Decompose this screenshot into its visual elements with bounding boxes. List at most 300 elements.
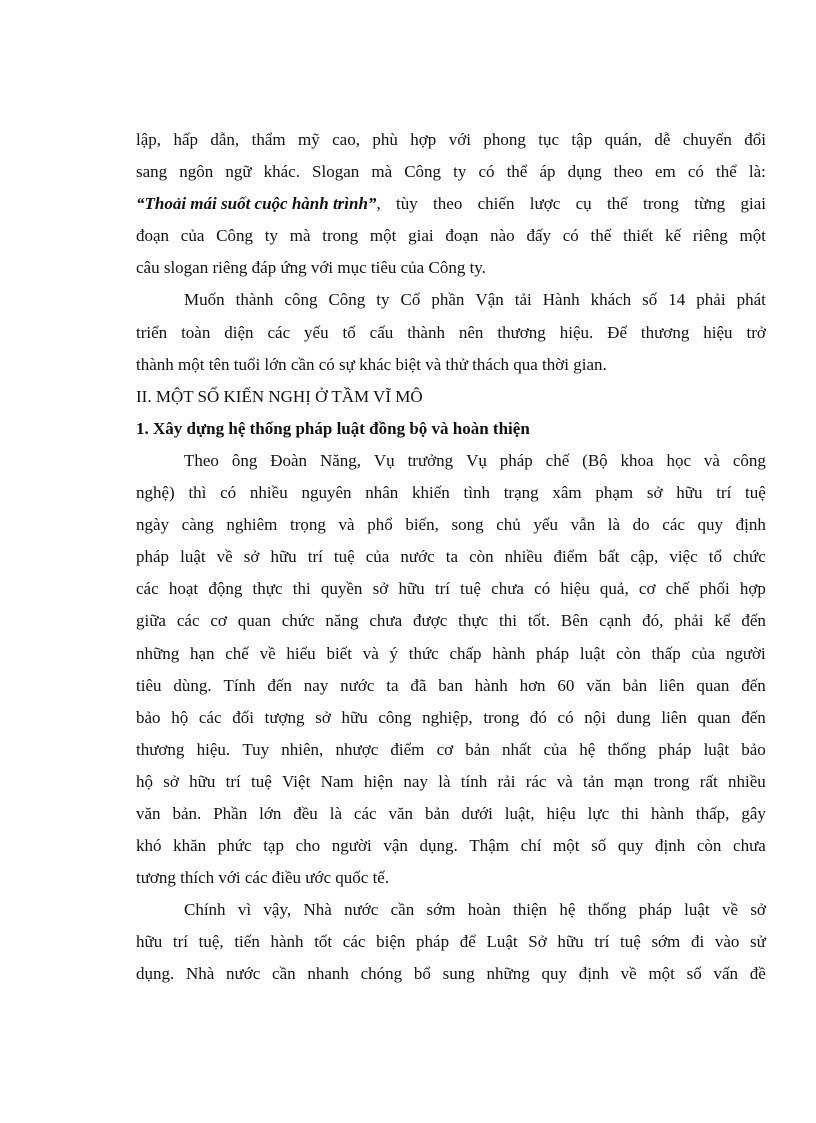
word: đề — [749, 964, 766, 984]
word: bảo — [136, 707, 161, 727]
word: tuệ, — [198, 932, 224, 952]
word: pháp — [499, 450, 533, 470]
text-line-slogan — [136, 188, 766, 220]
word: cụ — [575, 194, 592, 214]
word: em — [655, 162, 676, 182]
word: ngôn — [179, 162, 214, 182]
word: trưởng — [407, 450, 454, 470]
word: theo — [433, 194, 463, 214]
word: liên — [661, 707, 687, 727]
word: có — [220, 483, 237, 503]
word: vào — [714, 932, 740, 952]
word: một — [553, 836, 580, 856]
word: đến — [267, 675, 292, 695]
word: nên — [458, 322, 484, 342]
word: sở — [646, 483, 663, 503]
word: thành — [407, 322, 445, 342]
word: rác — [525, 771, 547, 791]
word: tùy — [396, 194, 418, 214]
word: phần — [431, 290, 465, 310]
word: đi — [690, 932, 705, 952]
word: quán, — [604, 130, 642, 149]
word: công — [284, 290, 318, 310]
word: lập, — [136, 130, 162, 149]
word: vậy, — [263, 900, 292, 920]
word: 60 — [557, 675, 575, 695]
word: thể — [590, 226, 612, 246]
word: dưới — [461, 803, 493, 823]
word: giai — [740, 194, 766, 214]
word: có — [687, 162, 704, 182]
word: Theo — [184, 450, 219, 470]
word: thiện — [513, 900, 548, 920]
word: Vụ — [373, 450, 395, 470]
word: tuệ — [460, 579, 481, 599]
word: tốt. — [527, 611, 551, 631]
word: thẩm — [251, 130, 286, 149]
word: đoạn — [136, 226, 170, 246]
text-line: câu slogan riêng đáp ứng với mục tiêu của Công ty. — [136, 258, 486, 278]
word: cao, — [332, 130, 360, 149]
word: ty — [453, 162, 467, 182]
word: nước — [340, 675, 375, 695]
word: Slogan — [312, 162, 360, 182]
word: đổi — [744, 130, 766, 149]
word: rải — [497, 771, 516, 791]
word: quan — [696, 675, 730, 695]
word: hiệu. — [196, 739, 231, 759]
word: Đoàn — [270, 450, 308, 470]
word: nghệ) — [136, 483, 175, 503]
word: các — [176, 611, 200, 631]
word: hữu — [341, 707, 368, 727]
word: hộ — [171, 707, 189, 727]
word: hiệu — [560, 579, 590, 599]
word: chức — [281, 611, 315, 631]
word: sớm — [426, 900, 456, 920]
word: ta — [386, 675, 399, 695]
text-line — [136, 541, 766, 573]
word: sở — [163, 771, 179, 791]
word: có — [562, 226, 579, 246]
body-text — [136, 124, 766, 991]
word: hành — [650, 803, 684, 823]
word: chưa — [491, 579, 524, 599]
word: thấp, — [695, 803, 730, 823]
word: trí — [225, 771, 241, 791]
word: sở — [372, 579, 389, 599]
word: hợp — [739, 579, 766, 599]
word: tiến — [234, 932, 260, 952]
word: quy — [541, 964, 567, 984]
word: , — [376, 194, 381, 214]
word: mạn — [614, 771, 644, 791]
word: về — [259, 643, 276, 663]
word: sở — [243, 547, 260, 567]
word: Việt — [282, 771, 311, 791]
word: với — [448, 130, 471, 149]
word: còn — [469, 547, 494, 567]
word: tạp — [263, 836, 284, 856]
word: các — [267, 322, 291, 342]
word: nhược — [335, 739, 379, 759]
word: thể — [606, 194, 628, 214]
word: cho — [295, 836, 321, 856]
word: thiết — [623, 226, 654, 246]
word: phù — [372, 130, 398, 149]
word: nhân — [365, 483, 399, 503]
word: trí — [307, 547, 323, 567]
text-line: thành một tên tuổi lớn cần có sự khác biệt và thử thách qua thời gian. — [136, 354, 607, 374]
word: bảo — [741, 739, 766, 759]
word: hoạt — [168, 579, 199, 599]
word: nước — [226, 964, 261, 984]
word: yếu — [304, 322, 329, 342]
word: Chính — [184, 900, 226, 920]
word: chấp — [449, 643, 482, 663]
word: chưa — [733, 836, 766, 856]
word: vì — [237, 900, 252, 920]
word: định — [655, 836, 686, 856]
text-line — [136, 926, 766, 958]
word: dẫn, — [210, 130, 240, 149]
word: xâm — [552, 483, 582, 503]
word: vận — [383, 836, 408, 856]
slogan-text: “Thoải mái suốt cuộc hành trình” — [136, 194, 377, 214]
word: dùng. — [173, 675, 212, 695]
word: phức — [217, 836, 252, 856]
word: đoạn — [445, 226, 479, 246]
word: giai — [408, 226, 434, 246]
word: cần — [390, 900, 415, 920]
word: mà — [371, 162, 393, 182]
word: pháp — [416, 932, 450, 952]
word: áp — [539, 162, 556, 182]
word: quan — [697, 707, 731, 727]
word: để — [459, 932, 476, 952]
word: thành — [235, 290, 274, 310]
word: động — [208, 579, 243, 599]
word: chủ — [496, 515, 521, 535]
word: Tuy — [242, 739, 270, 759]
word: dụng — [567, 162, 602, 182]
word: phạm — [595, 483, 634, 503]
word: hấp — [173, 130, 198, 149]
word: có — [557, 707, 574, 727]
word: trong — [653, 771, 690, 791]
word: cơ — [210, 611, 227, 631]
word: điểm — [553, 547, 588, 567]
word: nhiều — [728, 771, 766, 791]
word: được — [413, 611, 448, 631]
word: những — [486, 964, 530, 984]
word: nhất — [502, 739, 532, 759]
word: liên — [659, 675, 685, 695]
slogan-rest-text — [376, 188, 766, 220]
word: văn — [136, 803, 161, 823]
word: trí — [716, 483, 732, 503]
word: dễ — [654, 130, 671, 149]
word: cơ — [436, 739, 454, 759]
word: hộ — [136, 771, 153, 791]
word: một — [369, 226, 397, 246]
word: nhiều — [249, 483, 288, 503]
word: hiệu. — [559, 322, 594, 342]
word: thương — [497, 322, 546, 342]
word: riêng — [692, 226, 728, 246]
word: phải — [696, 290, 726, 310]
word: nước — [400, 547, 435, 567]
text-line — [136, 958, 766, 990]
word: quyền — [320, 579, 363, 599]
word: bản — [622, 675, 648, 695]
word: luật, — [504, 803, 535, 823]
word: trọng — [290, 515, 326, 535]
word: đến — [741, 611, 766, 631]
word: biến, — [405, 515, 439, 535]
word: chưa — [369, 611, 403, 631]
word: về — [216, 547, 233, 567]
text-line: tương thích với các điều ước quốc tế. — [136, 868, 390, 888]
word: văn — [388, 803, 414, 823]
word: thống — [587, 900, 627, 920]
word: rất — [699, 771, 718, 791]
word: các — [342, 932, 366, 952]
text-line — [136, 894, 766, 926]
word: thực — [252, 579, 283, 599]
word: tình — [463, 483, 490, 503]
word: tản — [583, 771, 604, 791]
word: tuệ — [333, 547, 355, 567]
word: thống — [607, 739, 647, 759]
word: hơn — [519, 675, 546, 695]
word: nhanh — [307, 964, 349, 984]
word: dung — [616, 707, 651, 727]
word: chế — [665, 579, 690, 599]
section-heading: II. MỘT SỐ KIẾN NGHỊ Ở TẦM VĨ MÔ — [136, 386, 423, 406]
word: là — [438, 771, 451, 791]
word: Bên — [560, 611, 589, 631]
word: còn — [616, 643, 641, 663]
word: trong — [483, 707, 520, 727]
word: hữu — [676, 483, 703, 503]
word: biện — [376, 932, 406, 952]
word: thực — [458, 611, 489, 631]
word: hành — [270, 932, 304, 952]
word: phải — [674, 611, 704, 631]
word: trong — [322, 226, 359, 246]
word: nhiên, — [281, 739, 324, 759]
word: các — [353, 803, 377, 823]
word: hạn — [189, 643, 215, 663]
word: về — [721, 900, 738, 920]
word: đã — [410, 675, 427, 695]
word: bản. — [172, 803, 202, 823]
word: đến — [741, 675, 766, 695]
text-line — [136, 317, 766, 349]
word: tính — [460, 771, 488, 791]
word: kế — [665, 226, 682, 246]
word: và — [703, 450, 720, 470]
word: sung — [442, 964, 475, 984]
word: số — [591, 836, 607, 856]
word: theo — [613, 162, 643, 182]
text-line — [136, 573, 766, 605]
word: văn — [586, 675, 611, 695]
word: hữu — [189, 771, 216, 791]
word: về — [620, 964, 637, 984]
word: ta — [445, 547, 458, 567]
word: sớm — [651, 932, 681, 952]
text-line — [136, 220, 766, 252]
word: lược — [529, 194, 561, 214]
word: một — [648, 964, 675, 984]
word: gây — [741, 803, 766, 823]
word: pháp — [658, 739, 692, 759]
word: dụng. — [136, 964, 175, 984]
word: hệ — [559, 900, 576, 920]
word: của — [180, 226, 205, 246]
word: tuệ — [620, 932, 641, 952]
word: cấu — [369, 322, 394, 342]
word: thì — [188, 483, 207, 503]
word: luật — [684, 900, 710, 920]
word: một — [739, 226, 766, 246]
word: và — [338, 515, 355, 535]
word: của — [691, 643, 716, 663]
word: giữa — [136, 611, 166, 631]
word: khách — [590, 290, 632, 310]
word: hiệu — [703, 322, 733, 342]
word: năng — [325, 611, 359, 631]
word: Luật — [486, 932, 518, 952]
word: hữu — [270, 547, 297, 567]
word: Hành — [542, 290, 580, 310]
word: những — [136, 643, 180, 663]
word: nghiệp, — [422, 707, 473, 727]
word: sở — [315, 707, 331, 727]
word: định — [578, 964, 609, 984]
word: trí — [594, 932, 610, 952]
word: vẫn — [570, 515, 596, 535]
word: tuệ — [745, 483, 766, 503]
word: nay — [403, 771, 428, 791]
word: nghiêm — [226, 515, 278, 535]
word: cạnh — [599, 611, 632, 631]
word: chế — [545, 450, 570, 470]
word: thương — [640, 322, 690, 342]
text-line — [136, 702, 766, 734]
word: do — [632, 515, 650, 535]
word: Tính — [223, 675, 256, 695]
word: thể — [506, 162, 528, 182]
word: thi — [292, 579, 311, 599]
word: Công — [328, 290, 366, 310]
word: bất — [598, 547, 620, 567]
word: lực — [587, 803, 610, 823]
word: thi — [499, 611, 517, 631]
word: Nhà — [185, 964, 215, 984]
word: biết — [326, 643, 352, 663]
word: có — [478, 162, 495, 182]
word: yếu — [533, 515, 558, 535]
word: và — [556, 771, 573, 791]
word: chuyển — [682, 130, 732, 149]
word: định — [735, 515, 766, 535]
word: tốt — [314, 932, 333, 952]
word: đó — [529, 707, 547, 727]
word: trí — [434, 579, 450, 599]
word: nội — [584, 707, 606, 727]
word: ban — [438, 675, 463, 695]
word: ngữ — [225, 162, 252, 182]
word: thức — [408, 643, 439, 663]
word: chí — [520, 836, 542, 856]
word: có — [534, 579, 551, 599]
word: kể — [714, 611, 731, 631]
word: phong — [483, 130, 526, 149]
word: Phần — [213, 803, 248, 823]
word: nguyên — [301, 483, 352, 503]
word: quan — [237, 611, 271, 631]
word: quy — [697, 515, 724, 535]
text-line — [136, 734, 766, 766]
word: bổ — [413, 964, 431, 984]
word: cơ — [638, 579, 656, 599]
word: tổ — [708, 547, 722, 567]
word: dụng. — [419, 836, 458, 856]
word: hoàn — [467, 900, 501, 920]
word: việc — [669, 547, 698, 567]
word: hiểu — [286, 643, 316, 663]
word: hữu — [398, 579, 425, 599]
word: ý — [389, 643, 398, 663]
word: người — [331, 836, 372, 856]
word: tục — [538, 130, 560, 149]
word: hợp — [410, 130, 437, 149]
word: của — [543, 739, 568, 759]
word: của — [365, 547, 390, 567]
word: số — [642, 290, 658, 310]
text-line — [136, 124, 766, 156]
word: Công — [404, 162, 442, 182]
word: hữu — [557, 932, 584, 952]
word: mà — [289, 226, 311, 246]
text-line — [136, 830, 766, 862]
word: đó, — [642, 611, 664, 631]
word: khăn — [173, 836, 207, 856]
word: là — [607, 515, 621, 535]
word: pháp — [638, 900, 672, 920]
word: Vận — [475, 290, 504, 310]
word: Cổ — [400, 290, 421, 310]
word: nhiều — [504, 547, 543, 567]
word: bản — [424, 803, 450, 823]
word: luật — [703, 739, 730, 759]
word: đến — [741, 707, 766, 727]
word: tiêu — [136, 675, 162, 695]
word: sang — [136, 162, 168, 182]
word: hành — [492, 643, 526, 663]
word: người — [725, 643, 766, 663]
word: khoa — [620, 450, 654, 470]
word: khó — [136, 836, 162, 856]
word: càng — [181, 515, 214, 535]
text-line — [136, 766, 766, 798]
text-line — [136, 477, 766, 509]
word: sở — [750, 900, 766, 920]
word: ngày — [136, 515, 170, 535]
